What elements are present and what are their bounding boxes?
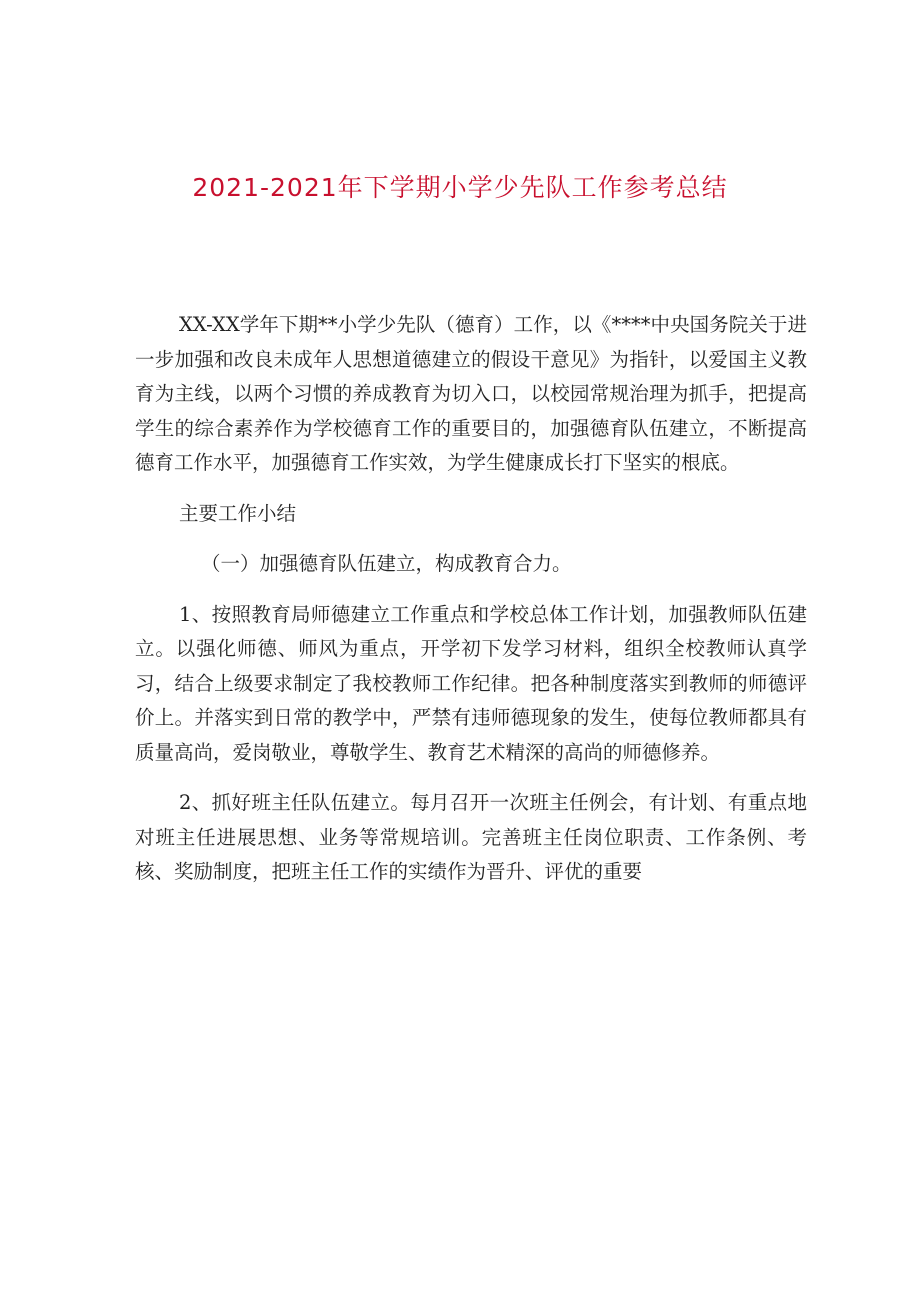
intro-paragraph: XX-XX学年下期**小学少先队（德育）工作，以《****中央国务院关于进一步加强和改良未成年人思想道德建立的假设干意见》为指针，以爱国主义教育为主线，以两个习惯的养成教育为切入口，以校园常规治理为抓手，把提高学生的综合素养作为学校德育工作的重要目的，加强德育队伍建立，不断提高德育工作水平，加强德育工作实效，为学生健康成长打下坚实的根底。 [135, 313, 807, 474]
document-title: 2021-2021年下学期小学少先队工作参考总结 [192, 173, 728, 202]
item-2-paragraph: 2、抓好班主任队伍建立。每月召开一次班主任例会，有计划、有重点地对班主任进展思想、业务等常规培训。完善班主任岗位职责、工作条例、考核、奖励制度，把班主任工作的实绩作为晋升、评优的重要 [135, 791, 807, 883]
paragraph-gap [135, 770, 807, 786]
paragraph-gap [135, 531, 807, 547]
paragraph-gap [135, 481, 807, 497]
subsection-heading: （一）加强德育队伍建立，构成教育合力。 [201, 552, 572, 575]
document-body [135, 308, 807, 890]
section-heading: 主要工作小结 [179, 501, 297, 525]
paragraph-gap [135, 582, 807, 598]
item-1-paragraph: 1、按照教育局师德建立工作重点和学校总体工作计划，加强教师队伍建立。以强化师德、师风为重点，开学初下发学习材料，组织全校教师认真学习，结合上级要求制定了我校教师工作纪律。把各种制度落实到教师的师德评价上。并落实到日常的教学中，严禁有违师德现象的发生，使每位教师都具有质量高尚，爱岗敬业，尊敬学生、教育艺术精深的高尚的师德修养。 [135, 602, 807, 764]
